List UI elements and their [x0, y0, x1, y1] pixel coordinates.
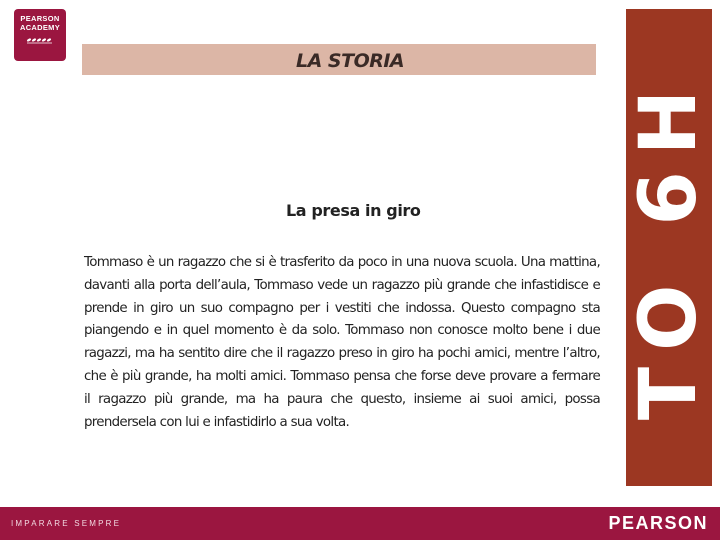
footer-brand-logo: PEARSON: [608, 513, 708, 533]
header-bar: [82, 44, 596, 75]
pearson-academy-logo: [14, 9, 66, 61]
logo-line-2: ACADEMY: [19, 23, 61, 32]
footer-bar: [0, 507, 720, 540]
story-text: Tommaso è un ragazzo che si è trasferito da poco in una nuova scuola. Una mattina, davanti alla porta dell’aula, Tommaso vede un ragazzo più grande che infastidisce e prende in giro un suo compagno per i vestiti che indossa. Questo compagno sta piangendo e in quel momento è da solo. Tommaso non conosce molto bene i due ragazzi, ma ha sentito dire che il ragazzo preso in giro ha pochi amici, mentre l’altro, che è più grande, ha molti amici. Tommaso pensa che forse deve provare a fermare il ragazzo più grande, ma ha paura che questo, insieme ai suoi amici, possa prendersela con lui e infastidirlo a sua volta.: [84, 255, 600, 430]
footer-tagline: IMPARARE SEMPRE: [11, 519, 122, 528]
laurel-icon: [25, 35, 55, 45]
page-title: LA STORIA: [296, 50, 405, 72]
side-panel-text: TO 6H: [624, 73, 714, 421]
story-title: La presa in giro: [286, 201, 421, 220]
logo-line-1: PEARSON: [20, 14, 60, 23]
side-panel: [626, 9, 712, 486]
